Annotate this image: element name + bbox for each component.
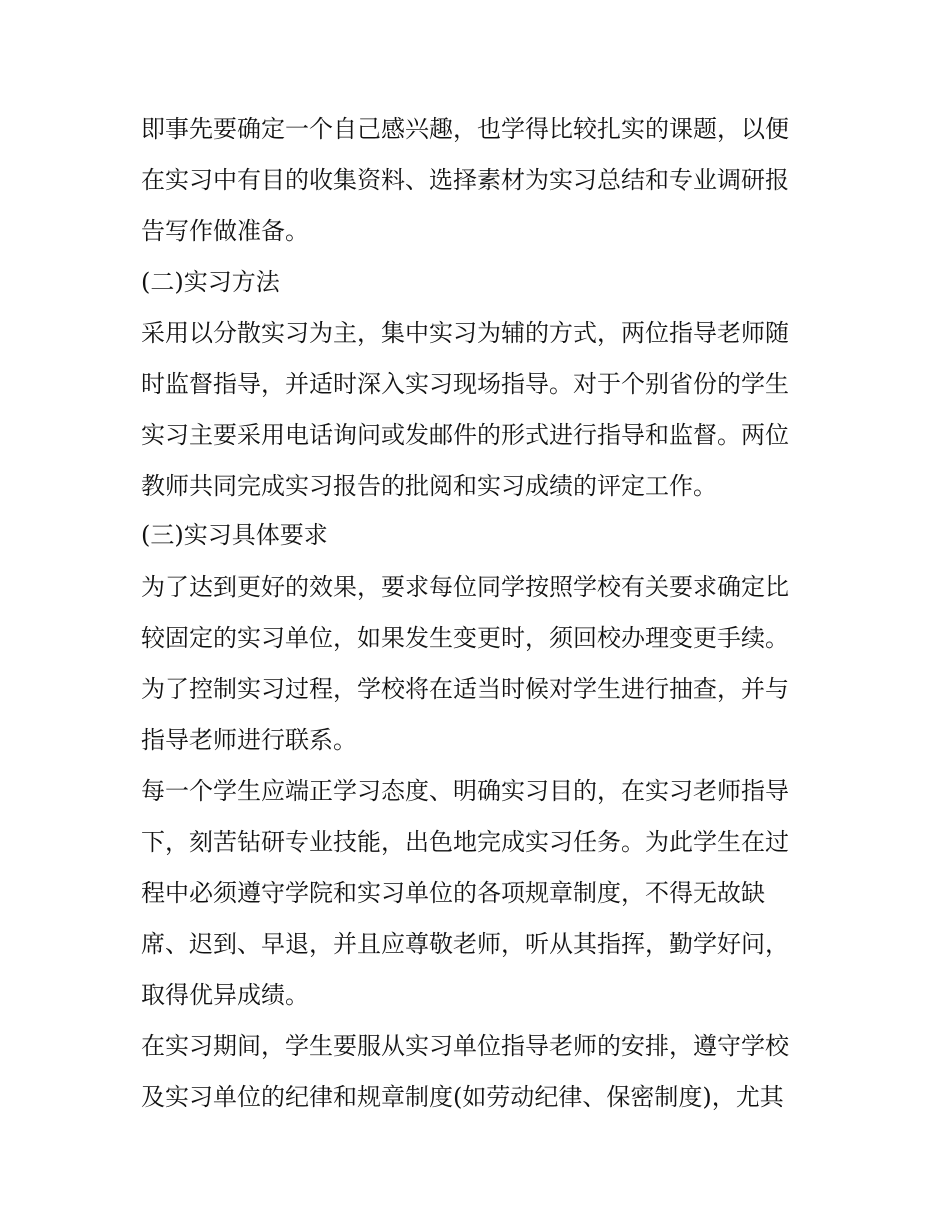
body-line: 实习主要采用电话询问或发邮件的形式进行指导和监督。两位 (141, 421, 789, 449)
body-line: 下，刻苦钻研专业技能，出色地完成实习任务。为此学生在过 (141, 828, 789, 856)
body-line: 时监督指导，并适时深入实习现场指导。对于个别省份的学生 (141, 370, 789, 398)
body-line: 为了控制实习过程，学校将在适当时候对学生进行抽查，并与 (141, 675, 789, 703)
body-line: 采用以分散实习为主，集中实习为辅的方式，两位指导老师随 (141, 319, 789, 347)
body-line: 在实习期间，学生要服从实习单位指导老师的安排，遵守学校 (141, 1032, 789, 1060)
body-line: 每一个学生应端正学习态度、明确实习目的，在实习老师指导 (141, 777, 789, 805)
body-line: 指导老师进行联系。 (141, 726, 357, 754)
body-line: 席、迟到、早退，并且应尊敬老师，听从其指挥，勤学好问， (141, 930, 789, 958)
body-line: 程中必须遵守学院和实习单位的各项规章制度，不得无故缺 (141, 879, 765, 907)
body-line: 即事先要确定一个自己感兴趣，也学得比较扎实的课题，以便 (141, 115, 789, 143)
body-line: 取得优异成绩。 (141, 981, 309, 1009)
section-heading: (二)实习方法 (141, 268, 280, 296)
body-line: 告写作做准备。 (141, 217, 309, 245)
body-line: 及实习单位的纪律和规章制度(如劳动纪律、保密制度)，尤其 (141, 1083, 784, 1111)
body-line: 在实习中有目的收集资料、选择素材为实习总结和专业调研报 (141, 166, 789, 194)
body-line: 较固定的实习单位，如果发生变更时，须回校办理变更手续。 (141, 624, 789, 652)
section-heading: (三)实习具体要求 (141, 521, 328, 549)
body-line: 教师共同完成实习报告的批阅和实习成绩的评定工作。 (141, 472, 717, 500)
body-line: 为了达到更好的效果，要求每位同学按照学校有关要求确定比 (141, 573, 789, 601)
